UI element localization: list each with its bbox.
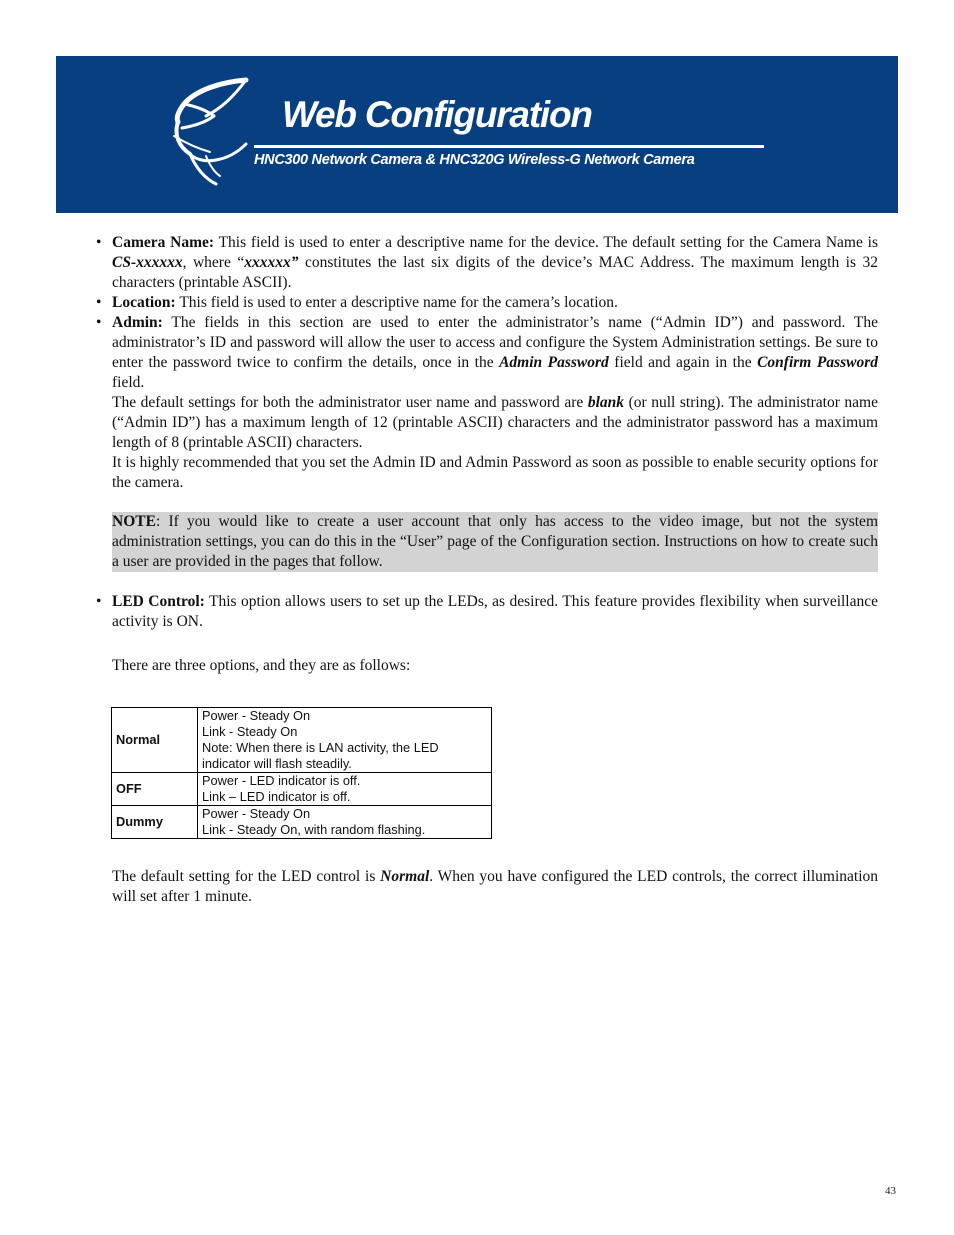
banner-divider (254, 145, 764, 148)
term-admin: Admin: (112, 314, 163, 331)
bullet-location (96, 293, 878, 313)
text-span: This field is used to enter a descriptive name for the device. The default setting for the Camera Name is (214, 234, 878, 251)
led-option-description (198, 773, 492, 806)
closing-paragraph (96, 867, 878, 907)
text-span: This field is used to enter a descriptive name for the camera’s location. (175, 294, 618, 311)
note-text: : If you would like to create a user account that only has access to the video image, but not the system administration settings, you can do this in the “User” page of the Configuration section. Instructions on how to create such a user are provided in the pages that follow. (112, 513, 878, 570)
text-span: The default settings for both the administrator user name and password are (112, 394, 588, 411)
text-span: field and again in the (608, 354, 758, 371)
description-line: Note: When there is LAN activity, the LED indicator will flash steadily. (202, 740, 439, 771)
text-span: (or null string). The administrator name (“Admin ID”) has a maximum length of 12 (printable ASCII) characters and the administrator password has a maximum length of 8 (printable ASCII) characters. (112, 394, 878, 451)
bullet-camera-name (96, 233, 878, 293)
admin-recommendation: It is highly recommended that you set the Admin ID and Admin Password as soon as possible to enable security options for the camera. (112, 454, 878, 491)
table-row (112, 773, 492, 806)
description-line: Power - Steady On (202, 708, 311, 723)
led-option-name: OFF (112, 773, 198, 806)
header-banner (56, 56, 898, 213)
text-span: This option allows users to set up the LEDs, as desired. This feature provides flexibility when surveillance activity is ON. (112, 593, 879, 630)
page-number: 43 (885, 1185, 896, 1197)
emphasis-confirm-password: Confirm Password (757, 354, 879, 371)
term-camera-name: Camera Name: (112, 234, 215, 251)
options-intro: There are three options, and they are as follows: (112, 657, 411, 674)
page-content (96, 233, 878, 907)
term-location: Location: (112, 294, 176, 311)
bullet-admin (96, 313, 878, 493)
text-span: The fields in this section are used to enter the administrator’s name (“Admin ID”) and password. The administrator’s ID and password will allow the user to access and configure the System Administration settings. Be sure to enter the password twice to confirm the details, once in the (112, 314, 878, 371)
table-row (112, 806, 492, 839)
description-line: Link - Steady On, with random flashing. (202, 822, 426, 837)
led-option-name: Dummy (112, 806, 198, 839)
bullet-icon: • (96, 593, 102, 610)
description-line: Link - Steady On (202, 724, 298, 739)
emphasis-admin-password: Admin Password (499, 354, 609, 371)
text-span: The default setting for the LED control is (112, 868, 381, 885)
bullet-icon: • (96, 294, 102, 311)
bullet-icon: • (96, 314, 102, 331)
bullet-led-control (96, 592, 878, 632)
text-span: field. (112, 374, 145, 391)
banner-title: Web Configuration (282, 94, 592, 135)
emphasis-mac-digits: xxxxxx” (244, 254, 299, 271)
led-option-name: Normal (112, 708, 198, 773)
text-span: . When you have configured the LED controls, the correct illumination will set after 1 minute. (112, 868, 878, 905)
description-line: Power - LED indicator is off. (202, 773, 361, 788)
term-led-control: LED Control: (112, 593, 205, 610)
text-span: , where “ (182, 254, 245, 271)
table-row (112, 708, 492, 773)
description-line: Power - Steady On (202, 806, 311, 821)
note-label: NOTE (112, 513, 156, 530)
emphasis-default-name: CS-xxxxxx (112, 254, 183, 271)
emphasis-blank: blank (587, 394, 624, 411)
note-box (96, 512, 878, 572)
text-span: constitutes the last six digits of the device’s MAC Address. The maximum length is 32 characters (printable ASCII). (112, 254, 878, 291)
banner-subtitle: HNC300 Network Camera & HNC320G Wireless-G Network Camera (254, 152, 695, 168)
bullet-icon: • (96, 234, 102, 251)
led-option-description (198, 806, 492, 839)
led-option-description (198, 708, 492, 773)
description-line: Link – LED indicator is off. (202, 789, 351, 804)
emphasis-normal: Normal (380, 868, 430, 885)
led-options-table (111, 707, 492, 839)
